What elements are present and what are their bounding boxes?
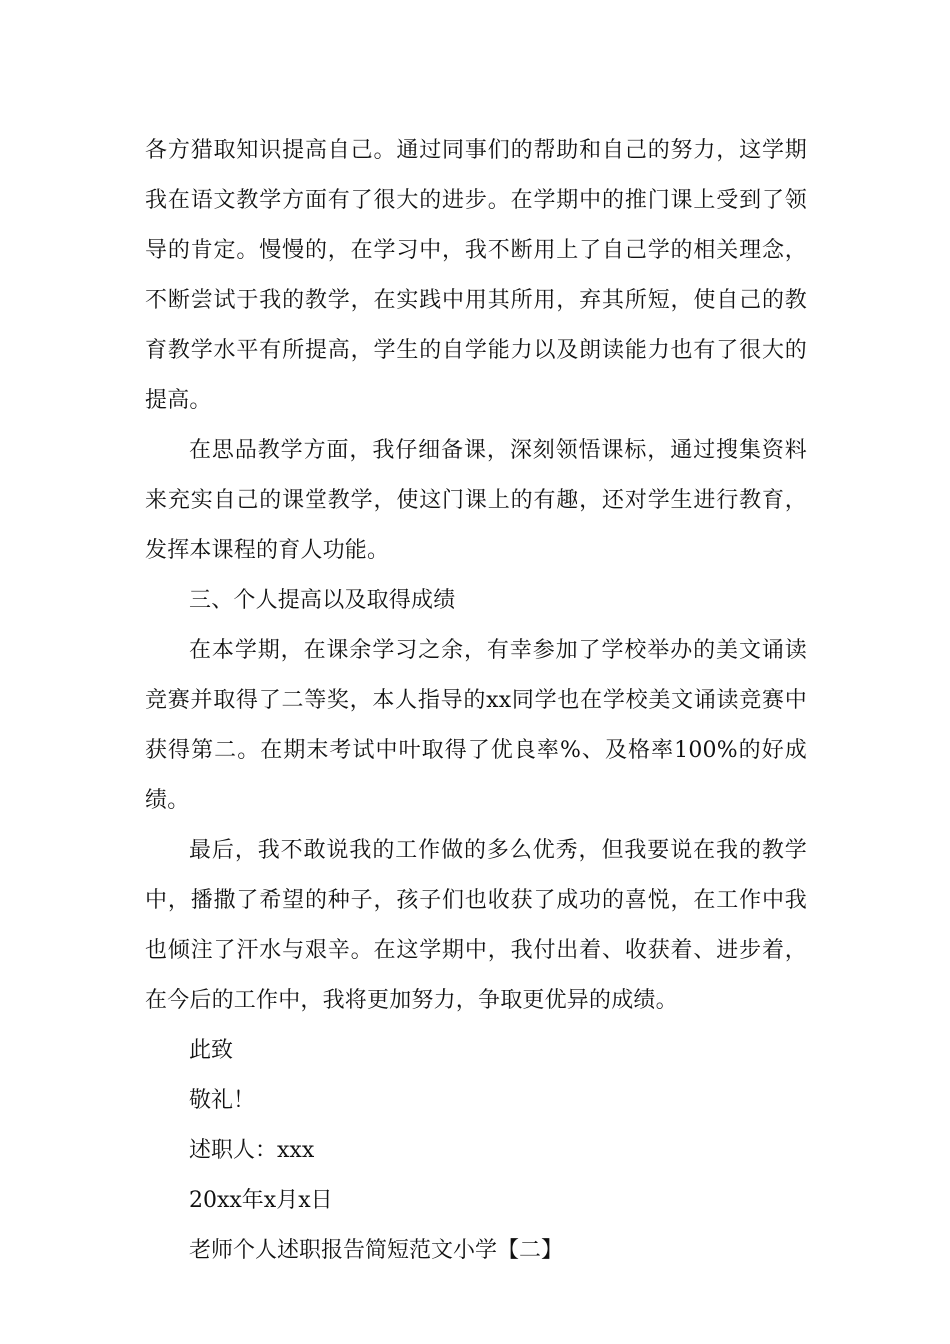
next-section-title: 老师个人述职报告简短范文小学【二】 bbox=[189, 1238, 564, 1263]
closing-date: 20xx年x月x日 bbox=[189, 1188, 333, 1213]
paragraph-achievements: 在本学期，在课余学习之余，有幸参加了学校举办的美文诵读竞赛并取得了二等奖，本人指导的xx同学也在学校美文诵读竞赛中获得第二。在期末考试中叶取得了优良率%、及格率100%的好成绩。 bbox=[145, 638, 807, 813]
document-body bbox=[145, 126, 807, 1276]
closing-reporter: 述职人：xxx bbox=[189, 1138, 315, 1163]
section-heading-achievements: 三、个人提高以及取得成绩 bbox=[189, 588, 456, 613]
closing-salutation-1: 此致 bbox=[189, 1038, 234, 1063]
paragraph-continuation: 各方猎取知识提高自己。通过同事们的帮助和自己的努力，这学期我在语文教学方面有了很大的进步。在学期中的推门课上受到了领导的肯定。慢慢的，在学习中，我不断用上了自己学的相关理念，不断尝试于我的教学，在实践中用其所用，弃其所短，使自己的教育教学水平有所提高，学生的自学能力以及朗读能力也有了很大的提高。 bbox=[145, 138, 807, 413]
closing-salutation-2: 敬礼！ bbox=[189, 1088, 256, 1113]
paragraph-civics-teaching: 在思品教学方面，我仔细备课，深刻领悟课标，通过搜集资料来充实自己的课堂教学，使这门课上的有趣，还对学生进行教育，发挥本课程的育人功能。 bbox=[145, 438, 807, 563]
paragraph-conclusion: 最后，我不敢说我的工作做的多么优秀，但我要说在我的教学中，播撒了希望的种子，孩子们也收获了成功的喜悦，在工作中我也倾注了汗水与艰辛。在这学期中，我付出着、收获着、进步着，在今后的工作中，我将更加努力，争取更优异的成绩。 bbox=[145, 838, 807, 1013]
